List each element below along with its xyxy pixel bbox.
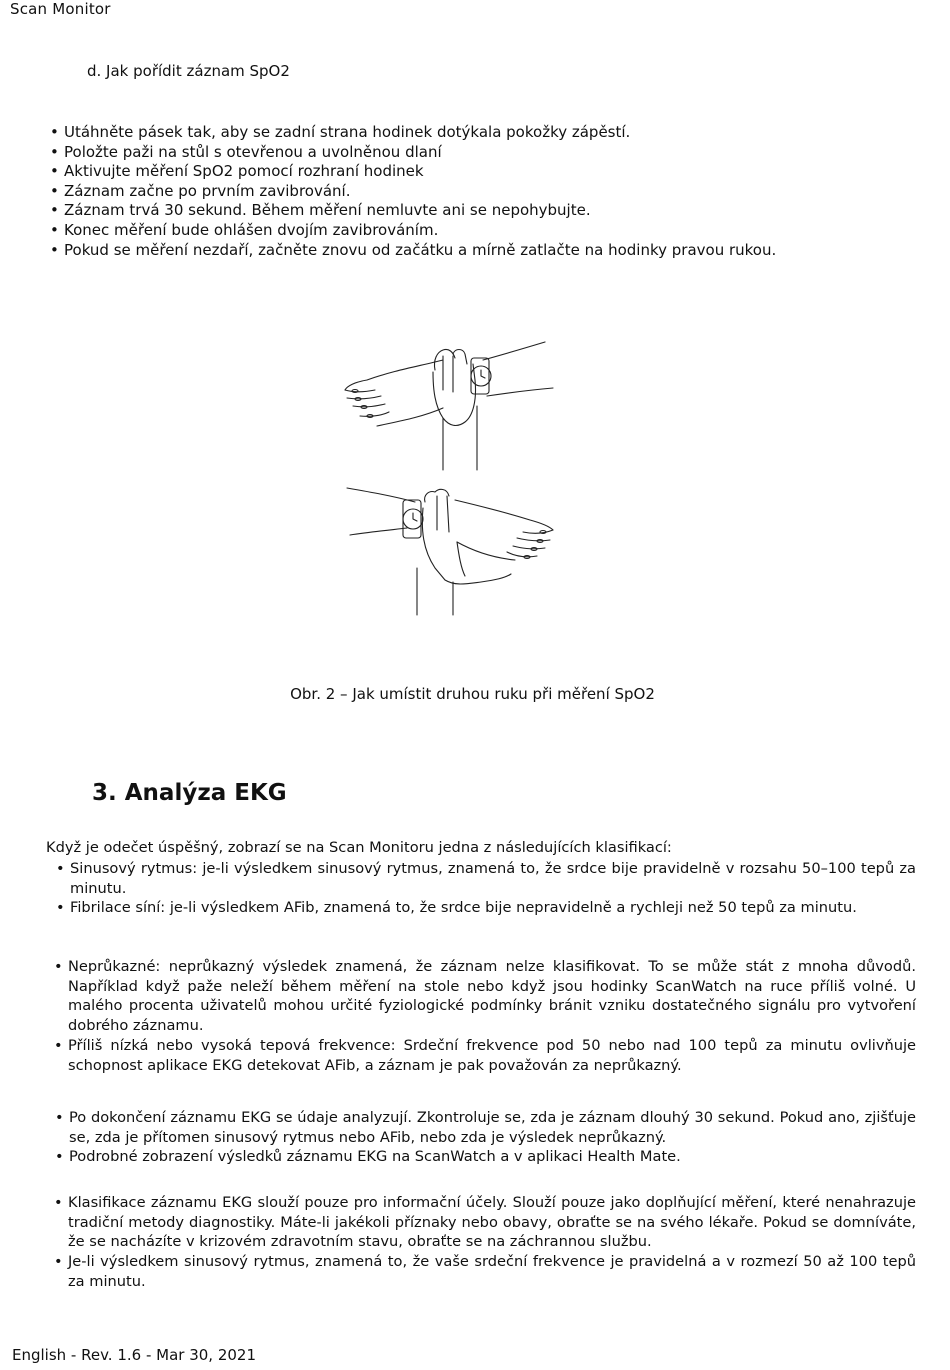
list-item: • Fibrilace síní: je-li výsledkem AFib, znamená to, že srdce bije nepravidelně a rychleji než 50 tepů za minutu. bbox=[70, 898, 916, 918]
list-item: • Klasifikace záznamu EKG slouží pouze pro informační účely. Slouží pouze jako doplňující měření, které nenahrazuje tradiční metody diagnostiky. Máte-li jakékoli příznaky nebo obavy, obraťte se na svého lékaře. Pokud se domníváte, že se nacházíte v krizovém zdravotním stavu, obraťte se na záchrannou službu. bbox=[68, 1193, 916, 1252]
figure-caption: Obr. 2 – Jak umístit druhou ruku při měření SpO2 bbox=[290, 685, 655, 703]
list-item: • Po dokončení záznamu EKG se údaje analyzují. Zkontroluje se, zda je záznam dlouhý 30 sekund. Pokud ano, zjišťuje se, zda je přítomen sinusový rytmus nebo AFib, nebo zda je výsledek neprůkazný. bbox=[69, 1108, 916, 1147]
list-item: • Aktivujte měření SpO2 pomocí rozhraní hodinek bbox=[64, 162, 924, 182]
intro-paragraph: Když je odečet úspěšný, zobrazí se na Scan Monitoru jedna z následujících klasifikací: bbox=[46, 839, 672, 856]
list-item: • Položte paži na stůl s otevřenou a uvolněnou dlaní bbox=[64, 143, 924, 163]
inconclusive-list bbox=[68, 957, 916, 1075]
list-item: • Je-li výsledkem sinusový rytmus, znamená to, že vaše srdeční frekvence je pravidelná a v rozmezí 50 až 100 tepů za minutu. bbox=[68, 1252, 916, 1291]
bottom-hand-figure bbox=[347, 488, 553, 615]
list-item: • Neprůkazné: neprůkazný výsledek znamená, že záznam nelze klasifikovat. To se může stát z mnoha důvodů. Například když paže neleží během měření na stole nebo když jsou hodinky ScanWatch na ruce příliš volné. U malého procenta uživatelů mohou určité fyziologické podmínky bránit vzniku dostatečného signálu pro vytvoření dobrého záznamu. bbox=[68, 957, 916, 1036]
page-header: Scan Monitor bbox=[10, 0, 111, 18]
list-item: • Záznam trvá 30 sekund. Během měření nemluvte ani se nepohybujte. bbox=[64, 201, 924, 221]
hand-wrist-illustration bbox=[325, 330, 575, 630]
list-item: • Podrobné zobrazení výsledků záznamu EKG na ScanWatch a v aplikaci Health Mate. bbox=[69, 1147, 916, 1167]
classification-list bbox=[70, 859, 916, 918]
disclaimer-list bbox=[68, 1193, 916, 1292]
spo2-steps-list bbox=[48, 123, 924, 260]
top-hand-figure bbox=[345, 342, 553, 470]
list-item: • Konec měření bude ohlášen dvojím zavibrováním. bbox=[64, 221, 924, 241]
analysis-list bbox=[69, 1108, 916, 1167]
page-footer: English - Rev. 1.6 - Mar 30, 2021 bbox=[12, 1346, 257, 1364]
spo2-subheading: d. Jak pořídit záznam SpO2 bbox=[87, 62, 290, 80]
list-item: • Utáhněte pásek tak, aby se zadní strana hodinek dotýkala pokožky zápěstí. bbox=[64, 123, 924, 143]
section-title: 3. Analýza EKG bbox=[92, 780, 287, 806]
list-item: • Pokud se měření nezdaří, začněte znovu od začátku a mírně zatlačte na hodinky pravou rukou. bbox=[64, 241, 924, 261]
list-item: • Sinusový rytmus: je-li výsledkem sinusový rytmus, znamená to, že srdce bije pravidelně v rozsahu 50–100 tepů za minutu. bbox=[70, 859, 916, 898]
list-item: • Záznam začne po prvním zavibrování. bbox=[64, 182, 924, 202]
list-item: • Příliš nízká nebo vysoká tepová frekvence: Srdeční frekvence pod 50 nebo nad 100 tepů za minutu ovlivňuje schopnost aplikace EKG detekovat AFib, a záznam je pak považován za neprůkazný. bbox=[68, 1036, 916, 1075]
